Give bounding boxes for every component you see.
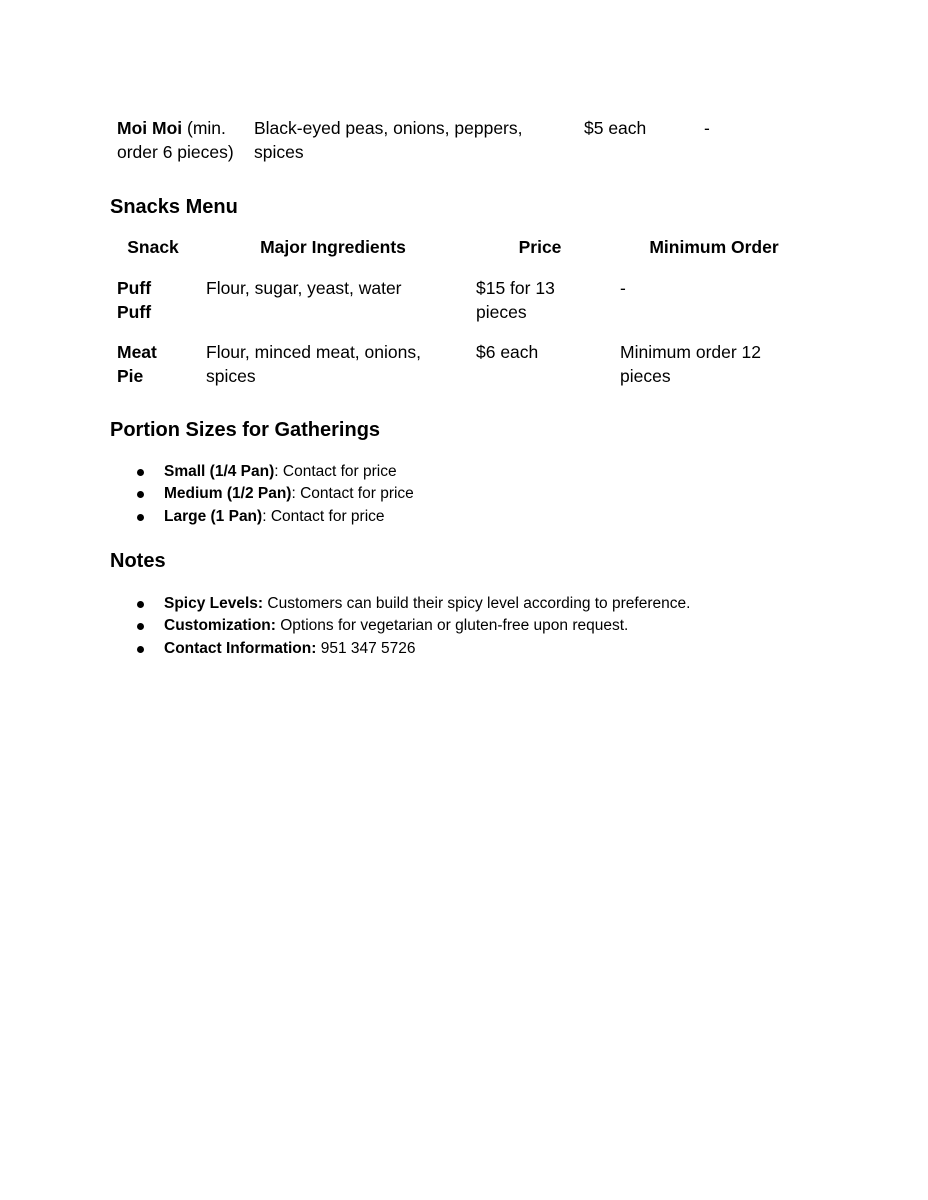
ingredients-line1: Flour, sugar, yeast, water bbox=[206, 278, 402, 298]
snacks-header-snack: Snack bbox=[127, 237, 179, 257]
price-line2: pieces bbox=[476, 302, 527, 322]
ingredients-line1: Flour, minced meat, onions, bbox=[206, 342, 421, 362]
note-label: Customization: bbox=[164, 617, 276, 635]
moi-moi-minimum: - bbox=[704, 118, 710, 138]
minimum-line2: pieces bbox=[620, 366, 671, 386]
portion-label: Small (1/4 Pan) bbox=[164, 463, 275, 480]
table-row-snack-name bbox=[117, 276, 197, 324]
list-item bbox=[110, 483, 414, 505]
moi-moi-ingredients-cell bbox=[254, 116, 574, 164]
table-row-ingredients bbox=[206, 276, 468, 300]
moi-moi-price: $5 each bbox=[584, 118, 647, 138]
snack-name-line2: Puff bbox=[117, 302, 152, 322]
table-row-minimum bbox=[620, 276, 820, 300]
portion-label: Large (1 Pan) bbox=[164, 507, 263, 525]
notes-list bbox=[110, 593, 690, 660]
bullet-icon bbox=[137, 469, 144, 476]
portion-text: : Contact for price bbox=[274, 463, 397, 480]
note-text: Options for vegetarian or gluten-free upon request. bbox=[275, 617, 629, 635]
moi-moi-ingredients-line2: spices bbox=[254, 142, 304, 162]
list-item bbox=[110, 615, 690, 637]
snacks-header-minimum: Minimum Order bbox=[649, 237, 779, 257]
moi-moi-name: Moi Moi bbox=[117, 118, 183, 138]
table-row-minimum bbox=[620, 340, 820, 388]
price-line1: $15 for 13 bbox=[476, 278, 555, 298]
portion-text: : Contact for price bbox=[262, 507, 385, 525]
bullet-icon bbox=[137, 646, 144, 653]
portion-sizes-list bbox=[110, 461, 414, 528]
price-line1: $6 each bbox=[476, 342, 539, 362]
bullet-icon bbox=[137, 514, 144, 521]
table-row-ingredients bbox=[206, 340, 468, 388]
list-item bbox=[110, 638, 690, 660]
snack-name-line2: Pie bbox=[117, 366, 144, 386]
note-label: Spicy Levels: bbox=[164, 595, 264, 612]
bullet-icon bbox=[137, 623, 144, 630]
moi-moi-ingredients-line1: Black-eyed peas, onions, peppers, bbox=[254, 118, 523, 138]
moi-moi-name-cell bbox=[117, 116, 252, 164]
list-item bbox=[110, 593, 690, 615]
moi-moi-note-line2: order 6 pieces) bbox=[117, 142, 234, 162]
table-row-price bbox=[476, 340, 612, 364]
note-text: Customers can build their spicy level according to preference. bbox=[263, 595, 691, 612]
note-label: Contact Information: bbox=[164, 639, 317, 657]
table-row-price bbox=[476, 276, 612, 324]
list-item bbox=[110, 506, 414, 528]
moi-moi-note-line1: (min. bbox=[182, 118, 226, 138]
portion-sizes-heading: Portion Sizes for Gatherings bbox=[110, 419, 381, 441]
snacks-header-price: Price bbox=[518, 237, 562, 257]
note-text: 951 347 5726 bbox=[316, 639, 416, 657]
notes-heading: Notes bbox=[110, 550, 166, 572]
minimum-line1: - bbox=[620, 278, 626, 298]
table-row-snack-name bbox=[117, 340, 197, 388]
snacks-header-ingredients: Major Ingredients bbox=[260, 237, 406, 257]
snack-name-line1: Meat bbox=[117, 342, 157, 362]
ingredients-line2: spices bbox=[206, 366, 256, 386]
bullet-icon bbox=[137, 601, 144, 608]
portion-text: : Contact for price bbox=[291, 485, 414, 503]
list-item bbox=[110, 461, 414, 483]
snacks-menu-heading: Snacks Menu bbox=[110, 196, 238, 218]
minimum-line1: Minimum order 12 bbox=[620, 342, 762, 362]
bullet-icon bbox=[137, 491, 144, 498]
portion-label: Medium (1/2 Pan) bbox=[164, 485, 292, 503]
snack-name-line1: Puff bbox=[117, 278, 152, 298]
